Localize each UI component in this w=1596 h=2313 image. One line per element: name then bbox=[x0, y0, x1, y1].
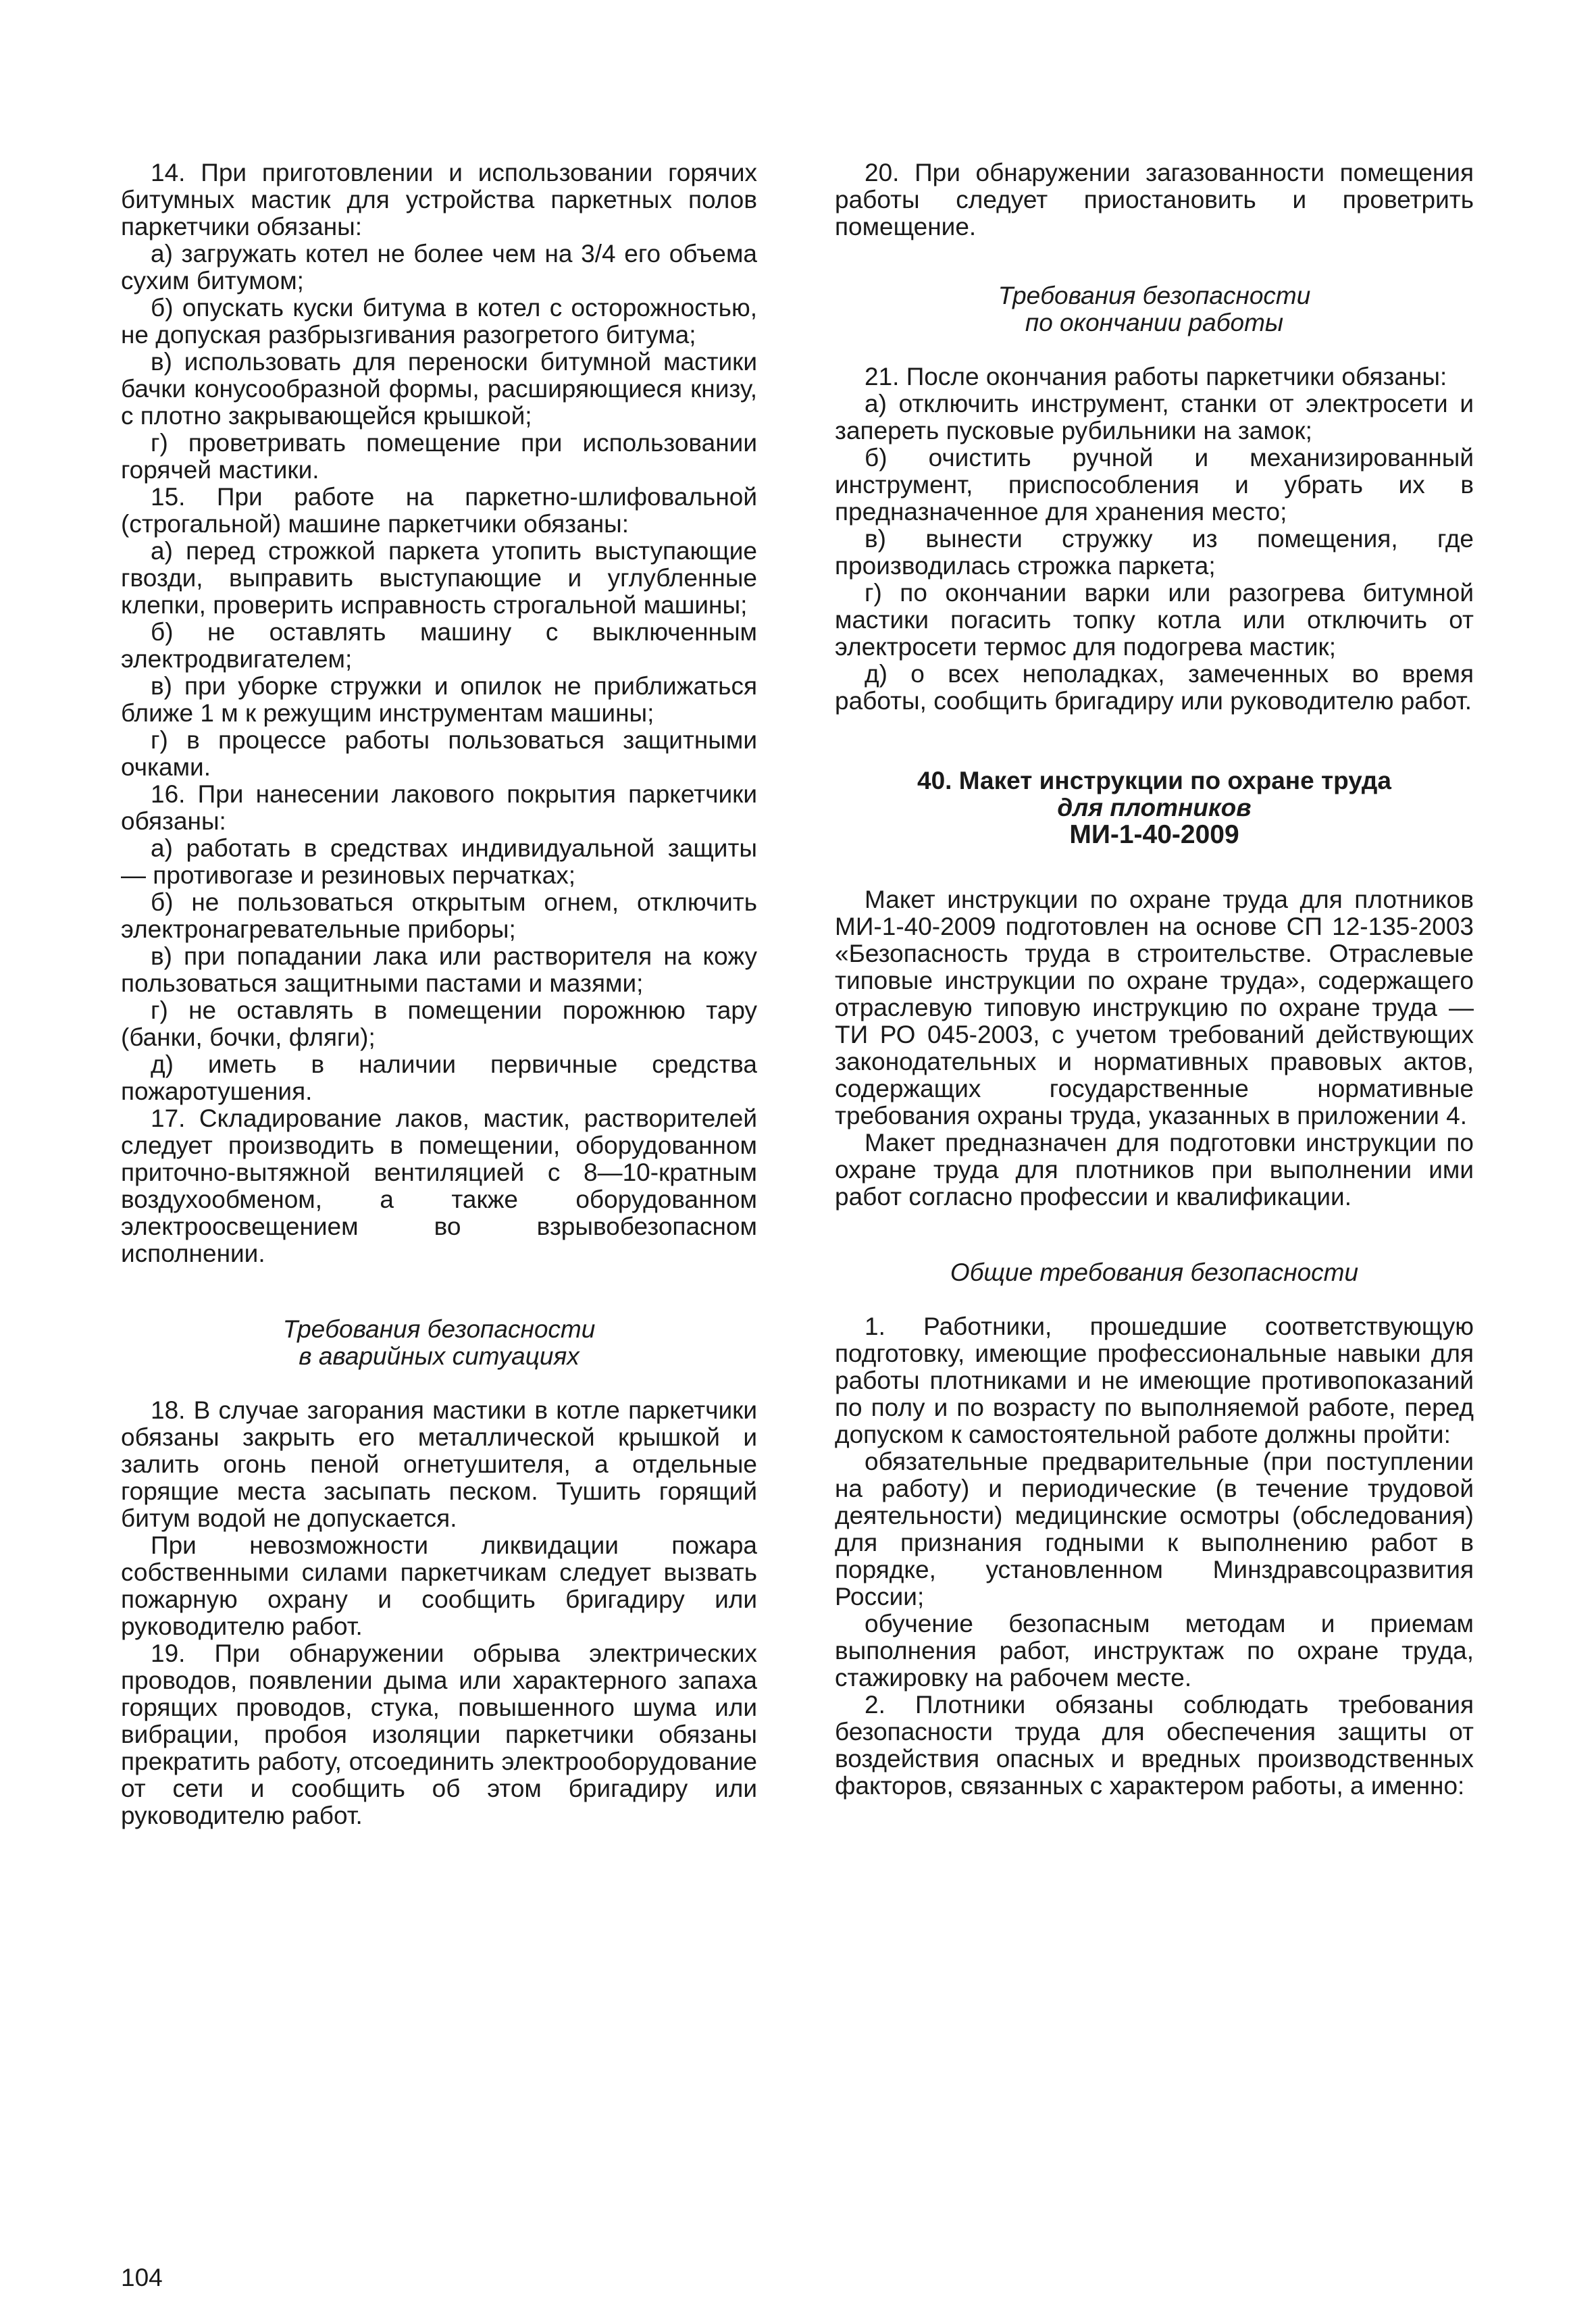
paragraph: а) перед строжкой паркета утопить выступающие гвозди, выправить выступающие и углубленные клепки, проверить исправность строгальной машины; bbox=[121, 537, 757, 619]
paragraph: 21. После окончания работы паркетчики обязаны: bbox=[865, 363, 1447, 390]
paragraph: в) использовать для переноски битумной мастики бачки конусообразной формы, расширяющиеся книзу, с плотно закрывающейся крышкой; bbox=[121, 348, 757, 430]
paragraph: а) отключить инструмент, станки от электросети и запереть пусковые рубильники на замок; bbox=[835, 390, 1474, 444]
paragraph: 16. При нанесении лакового покрытия паркетчики обязаны: bbox=[121, 780, 757, 835]
section-heading-general: Общие требования безопасности bbox=[950, 1259, 1359, 1286]
paragraph: г) проветривать помещение при использовании горячей мастики. bbox=[121, 429, 757, 484]
paragraph: д) о всех неполадках, замеченных во время работы, сообщить бригадиру или руководителю работ. bbox=[835, 660, 1474, 715]
paragraph: 2. Плотники обязаны соблюдать требования безопасности труда для обеспечения защиты от воздействия опасных и вредных производственных факторов, связанных с характером работы, а именно: bbox=[835, 1691, 1474, 1800]
paragraph: г) по окончании варки или разогрева битумной мастики погасить топку котла или отключить от электросети термос для подогрева мастик; bbox=[835, 579, 1474, 661]
paragraph: б) не пользоваться открытым огнем, отключить электронагревательные приборы; bbox=[121, 888, 757, 943]
paragraph: а) работать в средствах индивидуальной защиты — противогазе и резиновых перчатках; bbox=[121, 834, 757, 889]
document-code: МИ-1-40-2009 bbox=[1069, 820, 1239, 849]
paragraph: 18. В случае загорания мастики в котле паркетчики обязаны закрыть его металлической крышкой и залить огонь пеной огнетушителя, а отдельные горящие места засыпать песком. Тушить горящий битум водой не допускается. bbox=[121, 1396, 757, 1532]
section-title-line: для плотников bbox=[1057, 794, 1252, 821]
paragraph: 17. Складирование лаков, мастик, растворителей следует производить в помещении, оборудованном приточно-вытяжной вентиляцией с 8—10-кратным воздухообменом, а также оборудованном электроосвещением во взрывобезопасном исполнении. bbox=[121, 1104, 757, 1267]
paragraph: б) очистить ручной и механизированный инструмент, приспособления и убрать их в предназначенное для хранения место; bbox=[835, 444, 1474, 526]
section-heading-emergency: Требования безопасности в аварийных ситуациях bbox=[282, 1315, 596, 1370]
paragraph: в) при попадании лака или растворителя на кожу пользоваться защитными пастами и мазями; bbox=[121, 942, 757, 997]
section-heading-after-work: Требования безопасности по окончании работы bbox=[998, 282, 1311, 336]
section-title bbox=[835, 767, 1474, 848]
paragraph: 19. При обнаружении обрыва электрических проводов, появлении дыма или характерного запаха горящих проводов, стука, повышенного шума или вибрации, пробоя изоляции паркетчики обязаны прекратить работу, отсоединить электрооборудование от сети и сообщить об этом бригадиру или руководителю работ. bbox=[121, 1640, 757, 1829]
paragraph: 14. При приготовлении и использовании горячих битумных мастик для устройства паркетных полов паркетчики обязаны: bbox=[121, 159, 757, 240]
paragraph: д) иметь в наличии первичные средства пожаротушения. bbox=[121, 1050, 757, 1105]
paragraph: а) загружать котел не более чем на 3/4 его объема сухим битумом; bbox=[121, 240, 757, 295]
paragraph: б) опускать куски битума в котел с осторожностью, не допуская разбрызгивания разогретого битума; bbox=[121, 294, 757, 349]
paragraph: При невозможности ликвидации пожара собственными силами паркетчикам следует вызвать пожарную охрану и сообщить бригадиру или руководителю работ. bbox=[121, 1531, 757, 1640]
right-column bbox=[835, 159, 1474, 1800]
page-number: 104 bbox=[121, 2264, 163, 2291]
section-title-line: 40. Макет инструкции по охране труда bbox=[917, 767, 1391, 794]
paragraph: г) не оставлять в помещении порожнюю тару (банки, бочки, фляги); bbox=[121, 996, 757, 1051]
paragraph: Макет предназначен для подготовки инструкции по охране труда для плотников при выполнении ими работ согласно профессии и квалификации. bbox=[835, 1129, 1474, 1211]
paragraph: 1. Работники, прошедшие соответствующую подготовку, имеющие профессиональные навыки для работы плотниками и не имеющие противопоказаний по полу и по возрасту по выполняемой работе, перед допуском к самостоятельной работе должны пройти: bbox=[835, 1313, 1474, 1448]
paragraph: обязательные предварительные (при поступлении на работу) и периодические (в течение трудовой деятельности) медицинские осмотры (обследования) для признания годными к выполнению работ в порядке, установленном Минздравсоцразвития России; bbox=[835, 1448, 1474, 1610]
paragraph: б) не оставлять машину с выключенным электродвигателем; bbox=[121, 618, 757, 673]
left-column bbox=[121, 159, 757, 1829]
paragraph: 15. При работе на паркетно-шлифовальной (строгальной) машине паркетчики обязаны: bbox=[121, 483, 757, 538]
paragraph: Макет инструкции по охране труда для плотников МИ-1-40-2009 подготовлен на основе СП 12-135-2003 «Безопасность труда в строительстве. Отраслевые типовые инструкции по охране труда», содержащего отраслевую типовую инструкцию по охране труда — ТИ РО 045-2003, с учетом требований действующих законодательных и нормативных правовых актов, содержащих государственные нормативные требования охраны труда, указанных в приложении 4. bbox=[835, 886, 1474, 1129]
paragraph: в) вынести стружку из помещения, где производилась строжка паркета; bbox=[835, 525, 1474, 580]
paragraph: обучение безопасным методам и приемам выполнения работ, инструктаж по охране труда, стажировку на рабочем месте. bbox=[835, 1610, 1474, 1692]
paragraph: г) в процессе работы пользоваться защитными очками. bbox=[121, 726, 757, 781]
paragraph: в) при уборке стружки и опилок не приближаться ближе 1 м к режущим инструментам машины; bbox=[121, 672, 757, 727]
paragraph: 20. При обнаружении загазованности помещения работы следует приостановить и проветрить помещение. bbox=[835, 159, 1474, 240]
